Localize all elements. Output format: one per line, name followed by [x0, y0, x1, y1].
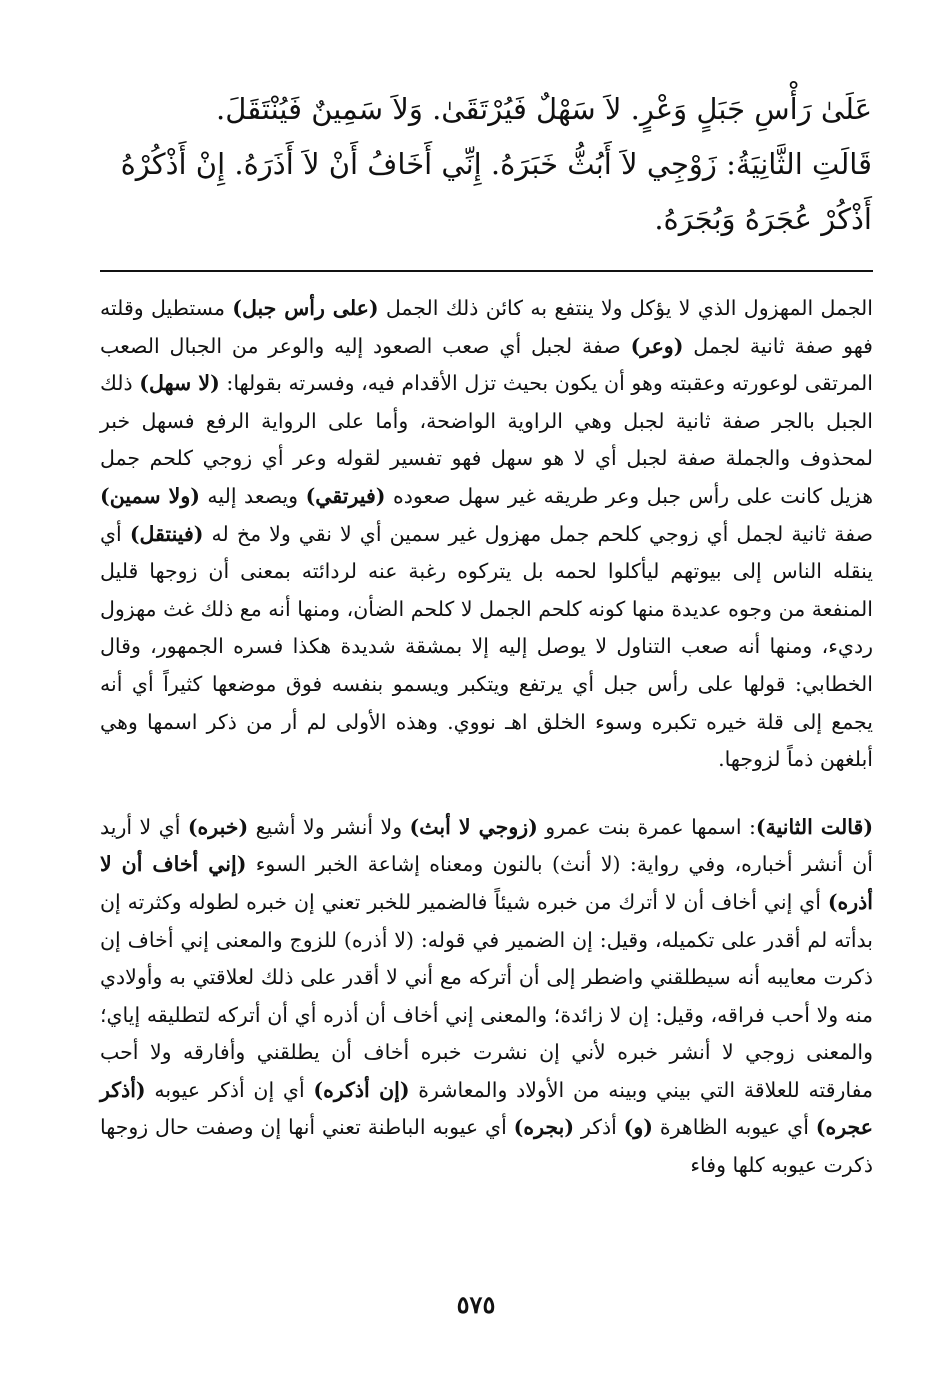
text-run: أي عيوبه الباطنة تعني أنها إن وصفت حال زوجها ذكرت عيوبه كلها وفاء — [100, 1115, 873, 1178]
bold-phrase: (أذكر عجره) — [100, 1077, 873, 1140]
text-run: ويصعد إليه — [199, 483, 306, 508]
bold-phrase: (وعر) — [630, 333, 684, 358]
text-run: أي إن أذكر عيوبه — [145, 1077, 314, 1102]
bold-phrase: (على رأس جبل) — [232, 296, 379, 320]
text-run: : اسمها عمرة بنت عمرو — [537, 814, 756, 839]
text-run: مستطيل وقلته فهو صفة ثانية لجمل — [100, 296, 873, 358]
commentary-paragraph-1 — [100, 290, 873, 779]
hadith-line-1: عَلَىٰ رَأْسِ جَبَلٍ وَعْرٍ. لاَ سَهْلٌ فَيُرْتَقَىٰ. وَلاَ سَمِينٌ فَيُنْتَقَلَ. — [216, 92, 872, 126]
bold-phrase: (و) — [623, 1115, 653, 1140]
hadith-speaker: قَالَتِ الثَّانِيَةُ: — [726, 147, 872, 181]
text-run: صفة لجبل أي صعب الصعود إليه والوعر من الجبال الصعب المرتقى لوعورته وعقبته وهو أن يكون بحيث تزل الأقدام فيه، وفسرته بقولها: — [100, 333, 873, 396]
text-run: أي لا أريد أن أنشر أخباره، وفي رواية: (لا أنث) بالنون ومعناه إشاعة الخبر السوء — [100, 814, 873, 877]
bold-phrase: (إن أذكره) — [313, 1077, 410, 1102]
text-run: ذلك الجبل بالجر صفة ثانية لجبل وهي الراوية الواضحة، وأما على الرواية الرفع فسهل خبر لمحذوف والجملة صفة لجبل أي لا هو سهل فهو تفسير لقوله وعر أي زوجي كلحم جمل هزيل كانت على رأس جبل وعر طريقه غير سهل صعوده — [100, 371, 874, 508]
text-run: أي عيوبه الظاهرة — [652, 1115, 816, 1140]
bold-phrase: (إني أخاف أن لا أذره) — [100, 852, 873, 914]
bold-phrase: (خبره) — [187, 814, 249, 839]
commentary — [100, 290, 873, 1185]
separator-rule — [100, 270, 873, 272]
bold-phrase: (فينتقل) — [129, 521, 204, 546]
commentary-paragraph-2 — [100, 809, 873, 1185]
text-run: صفة ثانية لجمل أي زوجي كلحم جمل مهزول غير سمين أي لا نقي ولا مخ له — [203, 521, 873, 546]
hadith-line-2 — [92, 137, 872, 247]
text-run: أذكر — [574, 1115, 624, 1140]
text-run: ولا أنشر ولا أشيع — [248, 814, 410, 839]
bold-phrase: (ولا سمين) — [100, 483, 200, 508]
hadith-text — [92, 82, 872, 247]
bold-phrase: (زوجي لا أبث) — [409, 814, 538, 839]
bold-phrase: (فيرتقي) — [305, 483, 386, 508]
hadith-line-2-text: زَوْجِي لاَ أَبُثُّ خَبَرَهُ. إِنِّي أَخَافُ أَنْ لاَ أَذَرَهُ. إِنْ أَذْكُرْهُ أَذْكُرْ عُجَرَهُ وَبُجَرَهُ. — [120, 147, 872, 236]
text-run: أي إني أخاف أن لا أترك من خبره شيئاً فالضمير للخبر تعني إن خبره لطوله وكثرته إن بدأته لم أقدر على تكميله، وقيل: إن الضمير في قوله: (لا أذره) للزوج والمعنى إني أخاف إن ذكرت معايبه أنه سيطلقني واضطر إلى أن أتركه مع أني لا أقدر على ذلك لعلاقتي به وأولادي منه ولا أحب فراقه، وقيل: إن لا زائدة؛ والمعنى إني أخاف أن أذره أي أن أتركه لتطليقه إياي؛ والمعنى زوجي لا أنشر خبره لأني إن نشرت خبره أخاف أن يطلقني وأفارقه ولا أحب مفارقته للعلاقة التي بيني وبينه من الأولاد والمعاشرة — [100, 889, 873, 1102]
page-number: ٥٧٥ — [456, 1290, 496, 1319]
text-run: الجمل المهزول الذي لا يؤكل ولا ينتفع به كائن ذلك الجمل — [378, 296, 874, 320]
bold-phrase: (قالت الثانية) — [755, 814, 874, 839]
text-run: أي ينقله الناس إلى بيوتهم ليأكلوا لحمه بل يتركوه رغبة عنه لردائته بمعنى أن زوجها قليل المنفعة من وجوه عديدة منها كونه كلحم الجمل لا كلحم الضأن، ومنها أنه مع ذلك غث مهزول رديء، ومنها أنه صعب التناول لا يوصل إليه إلا بمشقة شديدة هكذا فسره الجمهور، وقال الخطابي: قولها على رأس جبل أي يرتفع ويتكبر ويسمو بنفسه فوق موضعها كثيراً أي أنه يجمع إلى قلة خيره تكبره وسوء الخلق اهـ نووي. وهذه الأولى لم أر من ذكر اسمها وهي أبلغهن ذماً لزوجها. — [100, 521, 873, 772]
bold-phrase: (بجره) — [513, 1115, 575, 1140]
bold-phrase: (لا سهل) — [139, 371, 220, 396]
